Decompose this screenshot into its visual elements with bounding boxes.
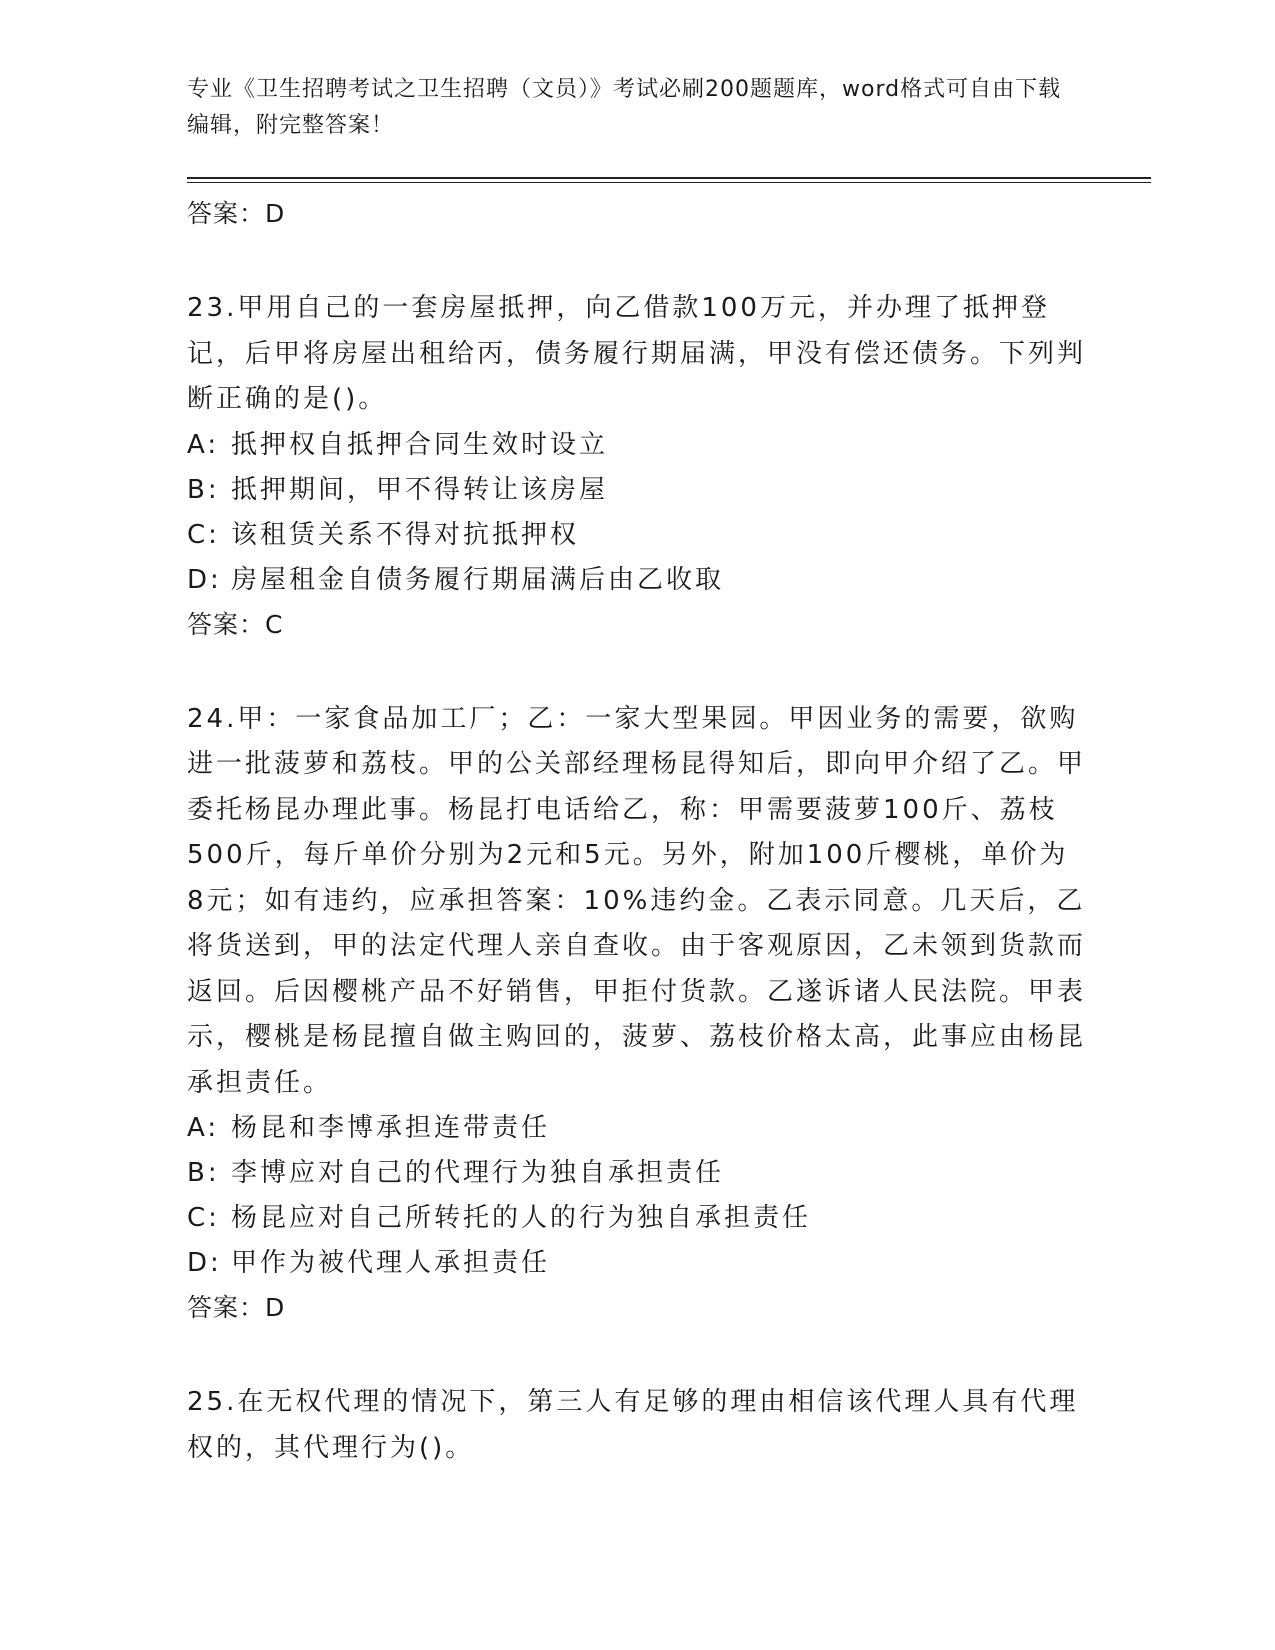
question-23 xyxy=(187,286,1087,647)
header-divider-thin xyxy=(187,182,1151,183)
answer-line: 答案：C xyxy=(187,609,284,639)
question-stem: 23.甲用自己的一套房屋抵押，向乙借款100万元，并办理了抵押登记，后甲将房屋出租给丙，债务履行期届满，甲没有偿还债务。下列判断正确的是()。 xyxy=(187,293,1087,414)
option-text: 房屋租金自债务履行期届满后由乙收取 xyxy=(231,564,725,595)
document-body xyxy=(187,185,1087,1471)
question-stem: 24.甲：一家食品加工厂；乙：一家大型果园。甲因业务的需要，欲购进一批菠萝和荔枝。甲的公关部经理杨昆得知后，即向甲介绍了乙。甲委托杨昆办理此事。杨昆打电话给乙，称：甲需要菠萝100斤、荔枝500斤，每斤单价分别为2元和5元。另外，附加100斤樱桃，单价为8元；如有违约，应承担答案：10%违约金。乙表示同意。几天后，乙将货送到，甲的法定代理人亲自查收。由于客观原因，乙未领到货款而返回。后因樱桃产品不好销售，甲拒付货款。乙遂诉诸人民法院。甲表示，樱桃是杨昆擅自做主购回的，菠萝、荔枝价格太高，此事应由杨昆承担责任。 xyxy=(187,703,1087,1098)
option-a xyxy=(187,1106,1087,1151)
option-key: D: xyxy=(187,1248,222,1278)
option-key: D: xyxy=(187,564,222,595)
option-text: 甲作为被代理人承担责任 xyxy=(231,1248,551,1278)
option-c xyxy=(187,513,1087,558)
question-stem: 25.在无权代理的情况下，第三人有足够的理由相信该代理人具有代理权的，其代理行为()。 xyxy=(187,1387,1079,1463)
question-24 xyxy=(187,697,1087,1331)
option-key: B: xyxy=(187,474,220,505)
option-key: A: xyxy=(187,429,220,460)
option-key: C: xyxy=(187,519,220,550)
answer-line: 答案：D xyxy=(187,1293,286,1322)
option-text: 抵押权自抵押合同生效时设立 xyxy=(231,429,609,460)
question-25 xyxy=(187,1380,1087,1471)
option-text: 该租赁关系不得对抗抵押权 xyxy=(231,519,580,550)
answer-line: 答案：D xyxy=(187,199,286,228)
option-key: A: xyxy=(187,1113,220,1143)
option-c xyxy=(187,1196,1087,1241)
header-divider-thick xyxy=(187,177,1151,179)
option-text: 抵押期间，甲不得转让该房屋 xyxy=(231,474,609,505)
option-text: 杨昆和李博承担连带责任 xyxy=(231,1113,551,1143)
option-d xyxy=(187,558,1087,603)
option-key: B: xyxy=(187,1158,220,1188)
option-text: 杨昆应对自己所转托的人的行为独自承担责任 xyxy=(231,1203,812,1233)
option-d xyxy=(187,1241,1087,1286)
option-b xyxy=(187,1151,1087,1196)
option-b xyxy=(187,468,1087,513)
option-a xyxy=(187,423,1087,468)
option-text: 李博应对自己的代理行为独自承担责任 xyxy=(231,1158,725,1188)
option-key: C: xyxy=(187,1203,220,1233)
page-header: 专业《卫生招聘考试之卫生招聘（文员）》考试必刷200题题库，word格式可自由下载编辑，附完整答案！ xyxy=(187,77,1062,138)
